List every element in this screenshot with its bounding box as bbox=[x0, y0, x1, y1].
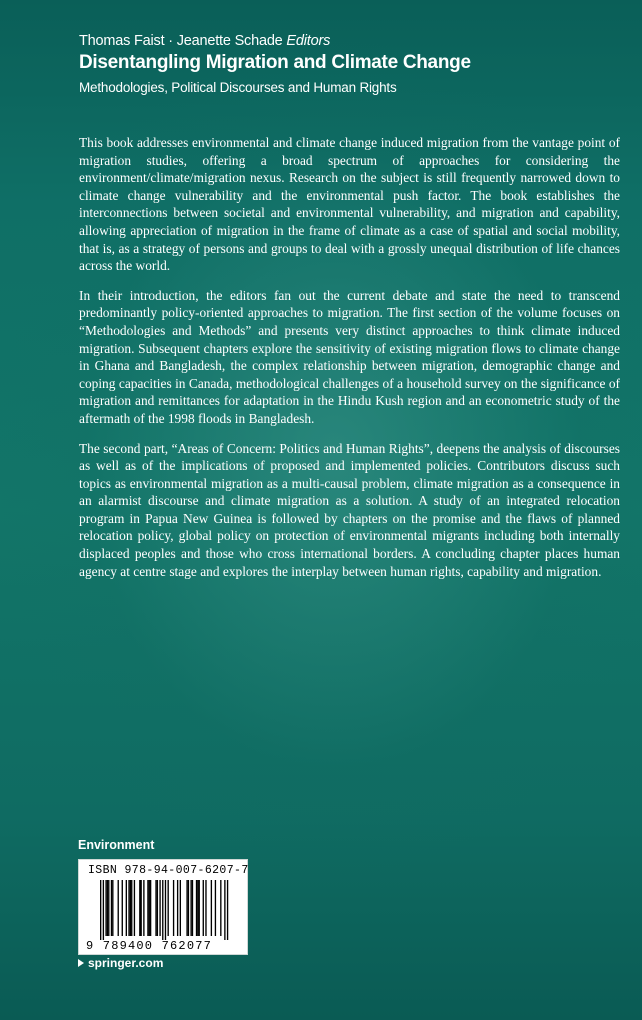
barcode-bar bbox=[186, 880, 187, 936]
barcode-bar bbox=[197, 880, 198, 936]
book-subtitle: Methodologies, Political Discourses and Human Rights bbox=[79, 80, 397, 95]
barcode-bar bbox=[126, 880, 127, 936]
barcode-bar bbox=[134, 880, 135, 936]
barcode-bar bbox=[108, 880, 109, 936]
barcode-bar bbox=[168, 880, 169, 936]
barcode-bar bbox=[192, 880, 193, 936]
barcode-bar bbox=[130, 880, 131, 936]
barcode-bar bbox=[150, 880, 151, 936]
publisher-link[interactable] bbox=[78, 956, 163, 970]
blurb-paragraph-3: The second part, “Areas of Concern: Politics and Human Rights”, deepens the analysis of discourses as well as of the implications of proposed and implemented policies. Contributors discuss such topics as environmental migration as a multi-causal problem, climate migration as a consequence in an alarmist discourse and climate migration as a solution. A study of an integrated relocation program in Papua New Guinea is followed by chapters on the promise and the flaws of planned relocation policy, global policy on protection of environmental migrants including both internally displaced peoples and those who cross international borders. A concluding chapter places human agency at centre stage and explores the interplay between human rights, capability and migration. bbox=[79, 440, 620, 579]
barcode-bar bbox=[103, 880, 104, 940]
barcode-bar bbox=[190, 880, 191, 936]
barcode-bar bbox=[141, 880, 142, 936]
editors-names: Thomas Faist · Jeanette Schade bbox=[79, 33, 283, 49]
barcode-digits: 9 789400 762077 bbox=[86, 939, 213, 953]
barcode-bar bbox=[147, 880, 148, 936]
cover-header bbox=[79, 32, 599, 97]
arrow-right-icon bbox=[78, 959, 84, 967]
barcode-bar bbox=[203, 880, 204, 936]
editors-role: Editors bbox=[286, 33, 331, 49]
barcode-bar bbox=[143, 880, 144, 936]
blurb-text bbox=[79, 134, 620, 592]
barcode-bar bbox=[224, 880, 225, 940]
subject-category: Environment bbox=[78, 838, 155, 852]
barcode-bar bbox=[215, 880, 216, 936]
barcode-bar bbox=[128, 880, 129, 936]
barcode-bar bbox=[131, 880, 132, 936]
editors-line bbox=[79, 32, 599, 50]
barcode-bar bbox=[220, 880, 221, 936]
barcode-box bbox=[78, 859, 248, 955]
barcode-bar bbox=[196, 880, 197, 936]
barcode-bar bbox=[177, 880, 178, 936]
barcode-bar bbox=[149, 880, 150, 936]
blurb-paragraph-1: This book addresses environmental and climate change induced migration from the vantage point of migration studies, offering a broad spectrum of approaches for considering the environment/climate/migration nexus. Research on the subject is still frequently narrowed down to climate change vulnerability and the environmental push factor. The book establishes the interconnections between societal and environmental vulnerability, and migration and capability, allowing appreciation of migration in the frame of climate as a case of spatial and social mobility, that is, as a strategy of persons and groups to deal with a grossly unequal distribution of life chances across the world. bbox=[79, 135, 620, 274]
publisher-label: springer.com bbox=[88, 956, 164, 970]
barcode-bar bbox=[199, 880, 200, 936]
barcode-bar bbox=[165, 880, 166, 940]
barcode-bar bbox=[188, 880, 189, 936]
barcode-bars bbox=[100, 880, 240, 940]
barcode-bar bbox=[162, 880, 163, 940]
isbn-label: ISBN 978-94-007-6207-7 bbox=[88, 864, 249, 877]
barcode-bar bbox=[180, 880, 181, 936]
barcode-bar bbox=[159, 880, 160, 936]
blurb-paragraph-2: In their introduction, the editors fan out the current debate and state the need to transcend predominantly policy-oriented approaches to migration. The first section of the volume focuses on “Methodologies and Methods” and presents very distinct approaches to think climate induced migration. Subsequent chapters explore the sensitivity of existing migration flows to climate change in Ghana and Bangladesh, the complex relationship between migration, demographic change and coping capacities in Canada, methodological challenges of a household survey on the significance of migration and remittances for adaptation in the Hindu Kush region and an econometric study of the aftermath of the 1998 floods in Bangladesh. bbox=[79, 287, 620, 426]
barcode-bar bbox=[227, 880, 228, 940]
barcode-bar bbox=[111, 880, 112, 936]
barcode-bar bbox=[105, 880, 106, 936]
barcode-bar bbox=[155, 880, 156, 936]
barcode-bar bbox=[205, 880, 206, 936]
barcode-bar bbox=[118, 880, 119, 936]
barcode-bar bbox=[211, 880, 212, 936]
book-title: Disentangling Migration and Climate Change bbox=[79, 52, 471, 73]
barcode-bar bbox=[173, 880, 174, 936]
barcode-bar bbox=[112, 880, 113, 936]
barcode-bar bbox=[107, 880, 108, 936]
barcode-bar bbox=[122, 880, 123, 936]
barcode-bar bbox=[139, 880, 140, 936]
barcode-bar bbox=[100, 880, 101, 940]
barcode-bar bbox=[157, 880, 158, 936]
